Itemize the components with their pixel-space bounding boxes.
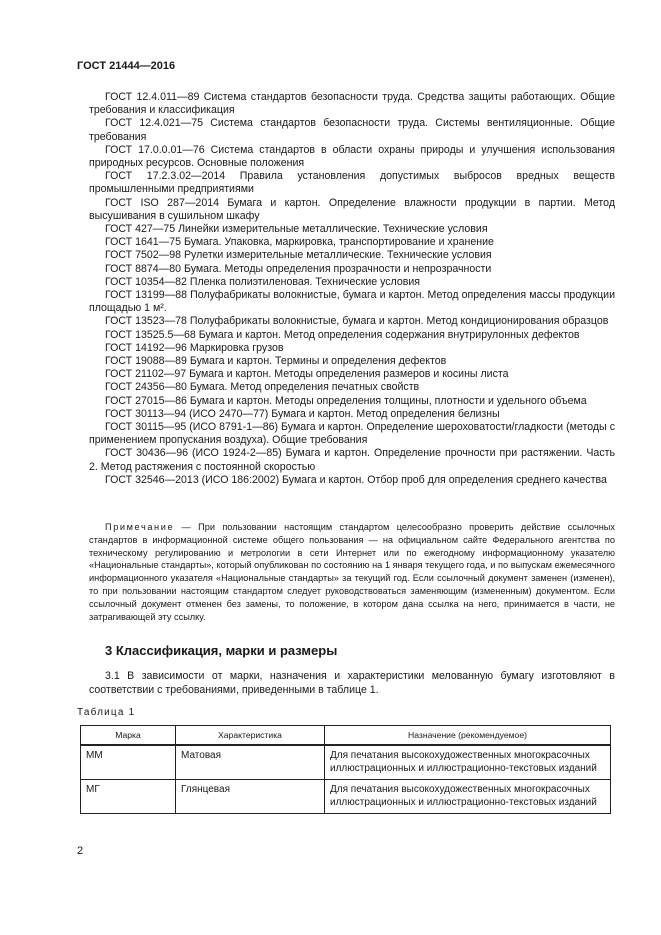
reference-item: ГОСТ 27015—86 Бумага и картон. Методы определения толщины, плотности и удельного объема — [105, 394, 587, 407]
note-label: Примечание — [105, 522, 175, 532]
column-header-purpose: Назначение (рекомендуемое) — [325, 726, 611, 746]
reference-item: ГОСТ 427—75 Линейки измерительные металлические. Технические условия — [105, 223, 488, 236]
section-title: 3 Классификация, марки и размеры — [105, 643, 338, 658]
column-header-mark: Марка — [81, 726, 176, 746]
table-cell-characteristic: Глянцевая — [176, 780, 325, 814]
reference-item: ГОСТ 13523—78 Полуфабрикаты волокнистые, бумага и картон. Метод кондиционирования образцов — [105, 315, 609, 328]
reference-item: ГОСТ 7502—98 Рулетки измерительные металлические. Технические условия — [105, 249, 492, 262]
note-block — [89, 521, 615, 623]
reference-item: ГОСТ 17.2.3.02—2014 Правила установления допустимых выбросов вредных веществ промышленными предприятиями — [89, 170, 615, 196]
reference-item: ГОСТ 12.4.021—75 Система стандартов безопасности труда. Системы вентиляционные. Общие требования — [89, 117, 615, 143]
reference-item: ГОСТ ISO 287—2014 Бумага и картон. Определение влажности продукции в партии. Метод высушивания в сушильном шкафу — [89, 196, 615, 222]
table-row — [81, 745, 611, 780]
section-paragraph: 3.1 В зависимости от марки, назначения и характеристики мелованную бумагу изготовляют в соответствии с требованиями, приведенными в таблице 1. — [89, 670, 615, 696]
reference-item: ГОСТ 10354—82 Пленка полиэтиленовая. Технические условия — [105, 275, 421, 288]
note-text: — При пользовании настоящим стандартом целесообразно проверить действие ссылочных стандартов в информационной системе общего пользования — на официальном сайте Федерального агентства по техническому регулированию и метрологии в сети Интернет или по ежегодному информационному указателю «Национальные стандарты», который опубликован по состоянию на 1 января текущего года, и по выпускам ежемесячного информационного указателя «Национальные стандарты» за текущий год. Если ссылочный документ заменен (изменен), то при пользовании настоящим стандартом следует руководствоваться заменяющим (измененным) документом. Если ссылочный документ отменен без замены, то положение, в котором дана ссылка на него, принимается в части, не затрагивающей эту ссылку. — [89, 522, 615, 622]
reference-item: ГОСТ 17.0.0.01—76 Система стандартов в области охраны природы и улучшения использования природных ресурсов. Основные положения — [89, 143, 615, 170]
reference-item: ГОСТ 8874—80 Бумага. Методы определения прозрачности и непрозрачности — [105, 262, 492, 275]
reference-item: ГОСТ 19088—89 Бумага и картон. Термины и определения дефектов — [105, 355, 447, 368]
reference-item: ГОСТ 12.4.011—89 Система стандартов безопасности труда. Средства защиты работающих. Общие требования и классификация — [89, 91, 615, 117]
table-cell-mark: ММ — [81, 745, 176, 780]
reference-item: ГОСТ 30113—94 (ИСО 2470—77) Бумага и картон. Метод определения белизны — [105, 407, 500, 420]
normative-references-list — [89, 91, 615, 487]
reference-item: ГОСТ 1641—75 Бумага. Упаковка, маркировка, транспортирование и хранение — [105, 236, 494, 249]
table-cell-mark: МГ — [81, 780, 176, 814]
reference-item: ГОСТ 21102—97 Бумага и картон. Методы определения размеров и косины листа — [105, 368, 509, 381]
classification-table — [80, 725, 611, 814]
reference-item: ГОСТ 13525.5—68 Бумага и картон. Метод определения содержания внутрирулонных дефектов — [105, 328, 580, 341]
page-number: 2 — [77, 845, 84, 857]
table-cell-purpose: Для печатания высокохудожественных многокрасочных иллюстрационных и иллюстрационно-текстовых изданий — [325, 745, 611, 780]
reference-item: ГОСТ 32546—2013 (ИСО 186:2002) Бумага и картон. Отбор проб для определения среднего качества — [105, 473, 607, 486]
reference-item: ГОСТ 30436—96 (ИСО 1924-2—85) Бумага и картон. Определение прочности при растяжении. Часть 2. Метод растяжения с постоянной скоростью — [89, 447, 615, 473]
reference-item: ГОСТ 13199—88 Полуфабрикаты волокнистые, бумага и картон. Метод определения массы продукции площадью 1 м². — [89, 289, 615, 315]
table-header-row — [81, 726, 611, 746]
table-cell-characteristic: Матовая — [176, 745, 325, 780]
reference-item: ГОСТ 24356—80 Бумага. Метод определения печатных свойств — [105, 381, 420, 394]
table-row — [81, 780, 611, 814]
table-caption: Таблица 1 — [77, 707, 136, 718]
reference-item: ГОСТ 30115—95 (ИСО 8791-1—86) Бумага и картон. Определение шероховатости/гладкости (методы с применением пропускания воздуха). Общие требования — [89, 421, 615, 447]
column-header-characteristic: Характеристика — [176, 726, 325, 746]
reference-item: ГОСТ 14192—96 Маркировка грузов — [105, 341, 284, 354]
document-header: ГОСТ 21444—2016 — [77, 60, 176, 72]
table-cell-purpose: Для печатания высокохудожественных многокрасочных иллюстрационных и иллюстрационно-текстовых изданий — [325, 780, 611, 814]
